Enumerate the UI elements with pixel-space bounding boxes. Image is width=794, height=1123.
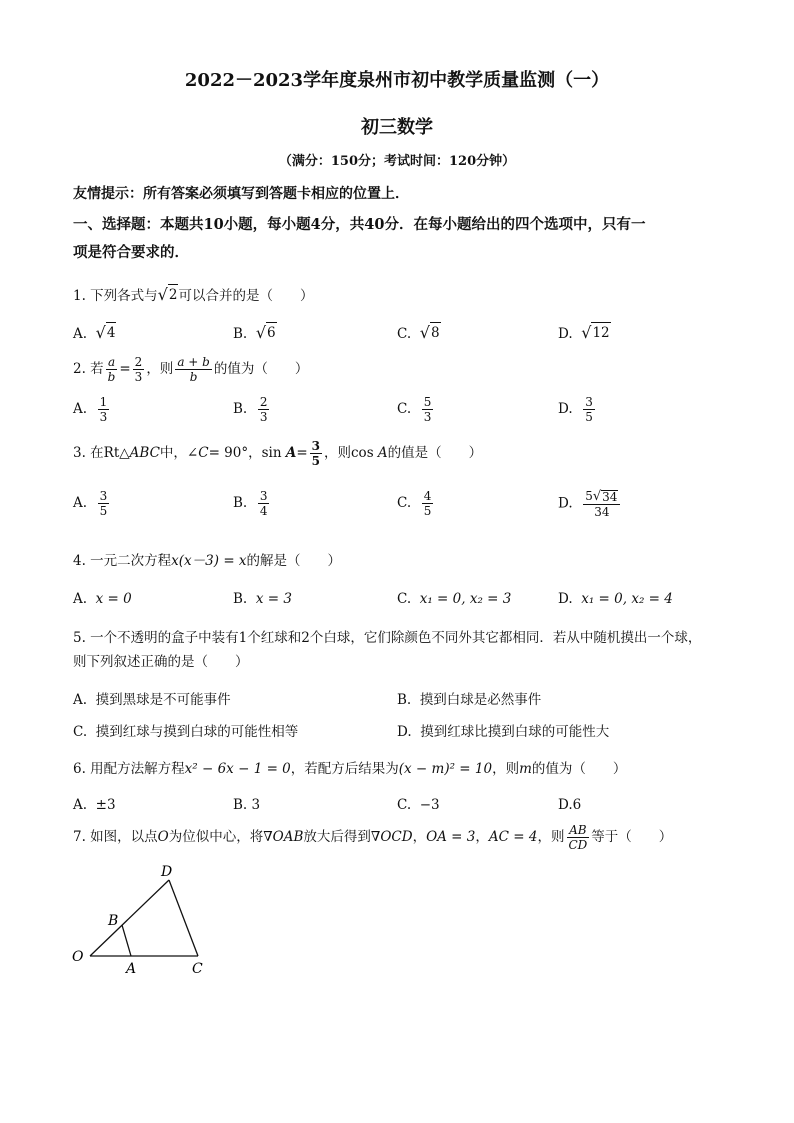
option-label: B. <box>233 591 248 607</box>
option-label: B. <box>233 326 248 342</box>
q7-mid1: 为位似中心，将 <box>168 829 264 845</box>
option-label: C. <box>397 326 412 342</box>
q2-mid: ，则 <box>146 361 174 377</box>
q6-var: m <box>519 761 532 777</box>
q7-frac <box>566 824 589 851</box>
frac-num: a <box>107 355 116 369</box>
option-label: D. <box>558 797 573 813</box>
label-b: B <box>108 913 119 929</box>
q1-option-a: A. √ 4 <box>73 323 116 342</box>
q6-result: (x − m)² = 10 <box>398 761 493 777</box>
q6-suffix: 的值为（ ） <box>531 761 627 777</box>
exam-subject: 初三数学 <box>361 117 433 138</box>
q7-point: O <box>157 829 169 845</box>
frac-num: 3 <box>311 439 320 453</box>
option-value: x₁ = 0, x₂ = 3 <box>419 591 512 607</box>
option-value: 3 <box>251 797 261 813</box>
q5-line1: 5. 一个不透明的盒子中装有1个红球和2个白球，它们除颜色不同外其它都相同．若从中随机摸出一个球， <box>73 630 702 646</box>
frac-den: 3 <box>259 410 268 424</box>
q6-mid2: ，则 <box>492 761 520 777</box>
frac-den: 3 <box>423 410 432 424</box>
q3-eq: = <box>296 445 308 461</box>
option-label: C. <box>397 401 412 417</box>
q5-option-b <box>397 690 541 710</box>
q3-option-d: D. 5 √ 34 34 <box>558 490 622 518</box>
frac-den: CD <box>568 838 588 852</box>
option-value: 4 <box>106 322 117 343</box>
segment-od <box>90 880 169 956</box>
option-label: A. <box>73 692 88 708</box>
q2-option-a <box>73 396 111 423</box>
option-label: D. <box>558 591 573 607</box>
q4-equation: x(x－3) = x <box>171 553 247 569</box>
q1-suffix: 可以合并的是（ ） <box>178 288 314 304</box>
q3-option-b <box>233 490 271 517</box>
option-value: x = 0 <box>95 591 132 607</box>
option-label: A. <box>73 495 88 511</box>
option-label: B. <box>233 495 248 511</box>
option-text: 摸到红球比摸到白球的可能性大 <box>420 724 610 740</box>
q4-option-d <box>558 589 673 609</box>
q7-figure <box>60 862 230 982</box>
option-label: C. <box>397 797 412 813</box>
q2-frac3 <box>175 356 212 383</box>
q6-option-b <box>233 795 260 815</box>
q6-option-c <box>397 795 440 815</box>
question-4 <box>73 551 341 571</box>
q4-option-a <box>73 589 132 609</box>
q2-option-c <box>397 396 435 423</box>
exam-title: 2022－2023学年度泉州市初中教学质量监测（一） <box>184 70 610 91</box>
q7-mid5: ，则 <box>537 829 565 845</box>
option-label: C. <box>73 724 88 740</box>
option-label: D. <box>558 401 573 417</box>
frac-den: 3 <box>134 370 143 384</box>
option-label: B. <box>397 692 412 708</box>
frac-den: 4 <box>259 504 268 518</box>
frac-num-coef: 5 <box>585 489 593 503</box>
q7-tri1: ∇OAB <box>263 829 304 845</box>
q3-var2: A <box>377 445 388 461</box>
question-6 <box>73 759 626 779</box>
q6-equation: x² − 6x − 1 = 0 <box>184 761 291 777</box>
q1-option-d: D. √ 12 <box>558 323 610 342</box>
q5-option-c <box>73 722 298 742</box>
label-o: O <box>72 949 84 965</box>
answer-hint: 友情提示：所有答案必须填写到答题卡相应的位置上． <box>73 186 409 202</box>
label-a: A <box>126 961 137 977</box>
q2-suffix: 的值为（ ） <box>213 361 309 377</box>
option-label: A. <box>73 326 88 342</box>
q3-mid3: ，则cos <box>324 445 374 461</box>
label-c: C <box>192 961 203 977</box>
q2-prefix: 2. 若 <box>73 361 104 377</box>
q3-option-c <box>397 490 435 517</box>
frac-num: a + b <box>177 355 210 369</box>
frac-num: AB <box>569 823 587 837</box>
q4-option-b <box>233 589 292 609</box>
option-label: A. <box>73 797 88 813</box>
q7-prefix: 7. 如图，以点 <box>73 829 158 845</box>
q7-given1: OA = 3 <box>426 829 476 845</box>
section-heading <box>73 211 733 267</box>
frac-num: 4 <box>423 489 432 503</box>
q1-option-b: B. √ 6 <box>233 323 276 342</box>
q1-option-c: C. √ 8 <box>397 323 440 342</box>
q7-tri2: ∇OCD <box>370 829 413 845</box>
q2-frac2 <box>133 356 145 383</box>
q4-option-c <box>397 589 511 609</box>
q3-triangle: ABC <box>129 445 160 461</box>
q3-suffix: 的值是（ ） <box>387 445 483 461</box>
option-value: 6 <box>572 797 582 813</box>
frac-den: 3 <box>99 410 108 424</box>
q3-mid1: 中，∠ <box>159 445 199 461</box>
option-label: B. <box>233 797 248 813</box>
q5-option-d <box>397 722 609 742</box>
q5-line2: 则下列叙述正确的是（ ） <box>73 654 249 670</box>
q5-option-a <box>73 690 231 710</box>
option-value: 6 <box>266 322 277 343</box>
q7-suffix: 等于（ ） <box>591 829 673 845</box>
label-d: D <box>161 864 173 880</box>
option-label: D. <box>558 495 573 512</box>
frac-num: 1 <box>99 395 108 409</box>
frac-den: 5 <box>423 504 432 518</box>
frac-num: 3 <box>259 489 268 503</box>
option-value: −3 <box>419 797 440 813</box>
frac-num-radicand: 34 <box>602 490 618 504</box>
q6-prefix: 6. 用配方法解方程 <box>73 761 185 777</box>
question-1 <box>73 284 313 306</box>
q1-radicand: 2 <box>168 284 179 305</box>
option-text: 摸到黑球是不可能事件 <box>95 692 231 708</box>
q7-given2: AC = 4 <box>488 829 538 845</box>
section-heading-line2: 项是符合要求的． <box>73 244 189 261</box>
q7-mid3: ， <box>412 829 427 845</box>
option-label: A. <box>73 401 88 417</box>
segment-dc <box>169 880 198 956</box>
q6-option-a <box>73 795 116 815</box>
option-label: D. <box>558 326 573 342</box>
q1-prefix: 1. 下列各式与 <box>73 288 158 304</box>
q3-option-a <box>73 490 111 517</box>
frac-den: 5 <box>585 410 593 424</box>
option-value: x₁ = 0, x₂ = 4 <box>581 591 673 607</box>
frac-num: 3 <box>585 395 593 409</box>
frac-den: b <box>189 370 198 384</box>
q3-mid2: = 90°，sin <box>208 445 282 461</box>
q2-eq: = <box>119 361 131 377</box>
question-2 <box>73 356 308 383</box>
segment-ba <box>122 925 131 956</box>
frac-den: 34 <box>594 505 610 519</box>
q2-option-d <box>558 396 597 423</box>
q6-option-d <box>558 795 581 815</box>
q3-prefix: 3. 在Rt△ <box>73 445 130 461</box>
frac-num: 5 <box>423 395 432 409</box>
option-value: 8 <box>430 322 441 343</box>
q1-sqrt: √ 2 <box>157 285 178 304</box>
option-label: B. <box>233 401 248 417</box>
frac-den: 5 <box>311 454 320 468</box>
q7-mid4: ， <box>475 829 489 845</box>
option-label: D. <box>397 724 412 740</box>
frac-num: 2 <box>259 395 268 409</box>
option-value: x = 3 <box>255 591 292 607</box>
q6-mid: ，若配方后结果为 <box>290 761 399 777</box>
q3-var: A <box>285 445 297 461</box>
frac-den: 5 <box>99 504 108 518</box>
q3-angle: C <box>198 445 209 461</box>
q4-suffix: 的解是（ ） <box>246 553 342 569</box>
section-heading-line1: 一、选择题：本题共10小题，每小题4分，共40分．在每小题给出的四个选项中，只有一 <box>73 216 646 233</box>
question-7 <box>73 824 672 851</box>
q3-frac <box>310 440 322 467</box>
option-label: A. <box>73 591 88 607</box>
option-label: C. <box>397 495 412 511</box>
frac-num: 3 <box>99 489 108 503</box>
question-5 <box>73 628 733 672</box>
q2-frac1 <box>106 356 118 383</box>
q7-mid2: 放大后得到 <box>303 829 371 845</box>
option-label: C. <box>397 591 412 607</box>
frac-num: 2 <box>134 355 143 369</box>
option-value: ±3 <box>95 797 116 813</box>
option-value: 12 <box>591 322 610 343</box>
question-3 <box>73 440 482 467</box>
q2-option-b <box>233 396 271 423</box>
exam-info: （满分：150分；考试时间：120分钟） <box>278 154 516 169</box>
frac-den: b <box>107 370 116 384</box>
option-text: 摸到白球是必然事件 <box>419 692 542 708</box>
option-text: 摸到红球与摸到白球的可能性相等 <box>95 724 299 740</box>
q4-prefix: 4. 一元二次方程 <box>73 553 172 569</box>
